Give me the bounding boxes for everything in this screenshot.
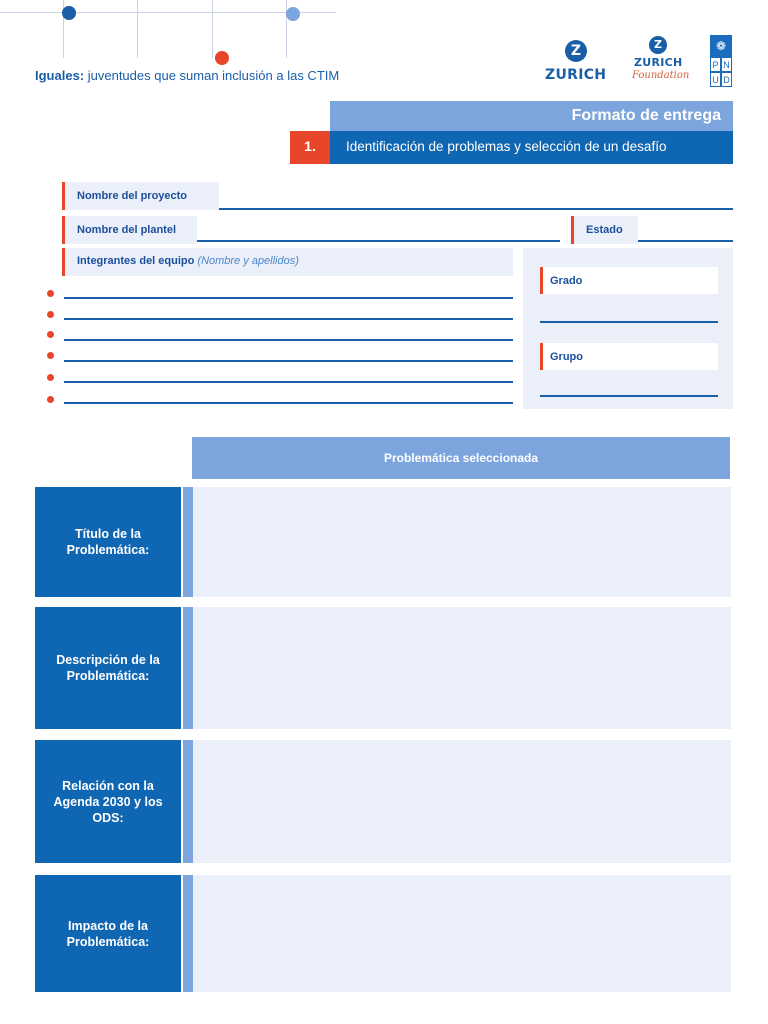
un-emblem-icon: ❁ bbox=[710, 35, 732, 57]
undp-letter: P bbox=[710, 57, 721, 72]
bullet bbox=[47, 331, 54, 338]
tagline-bold: Iguales: bbox=[35, 68, 85, 83]
deco-dot bbox=[62, 6, 76, 20]
project-name-field[interactable] bbox=[219, 208, 733, 210]
grade-label: Grado bbox=[540, 267, 718, 294]
project-name-label: Nombre del proyecto bbox=[62, 182, 219, 210]
row-label-title: Título de la Problemática: bbox=[35, 487, 181, 597]
row-stripe bbox=[183, 875, 193, 992]
deco-dot bbox=[215, 51, 229, 65]
section-subtitle: Identificación de problemas y selección de un desafío bbox=[330, 131, 733, 164]
team-member-field[interactable] bbox=[64, 339, 513, 341]
undp-letter: N bbox=[721, 57, 732, 72]
title-input-cell[interactable] bbox=[193, 487, 731, 597]
tagline bbox=[35, 68, 339, 83]
team-member-field[interactable] bbox=[64, 360, 513, 362]
undp-letter: U bbox=[710, 72, 721, 87]
deco-dot bbox=[286, 7, 300, 21]
row-stripe bbox=[183, 607, 193, 729]
school-name-field[interactable] bbox=[197, 240, 560, 242]
bullet bbox=[47, 290, 54, 297]
zurich-logo-icon: Z bbox=[565, 40, 587, 62]
zurich-foundation-text: ZURICH bbox=[634, 56, 683, 69]
grade-field[interactable] bbox=[540, 321, 718, 323]
row-label-description: Descripción de la Problemática: bbox=[35, 607, 181, 729]
undp-logo bbox=[710, 35, 732, 87]
table-header: Problemática seleccionada bbox=[192, 437, 730, 479]
section-number: 1. bbox=[290, 131, 330, 164]
team-label bbox=[62, 248, 513, 276]
team-member-field[interactable] bbox=[64, 402, 513, 404]
row-label-impact: Impacto de la Problemática: bbox=[35, 875, 181, 992]
row-stripe bbox=[183, 487, 193, 597]
bullet bbox=[47, 396, 54, 403]
team-member-field[interactable] bbox=[64, 381, 513, 383]
bullet bbox=[47, 311, 54, 318]
group-label: Grupo bbox=[540, 343, 718, 370]
agenda-input-cell[interactable] bbox=[193, 740, 731, 863]
zurich-logo-text: ZURICH bbox=[545, 67, 607, 83]
row-label-agenda: Relación con la Agenda 2030 y los ODS: bbox=[35, 740, 181, 863]
group-field[interactable] bbox=[540, 395, 718, 397]
deco-line bbox=[212, 0, 213, 58]
undp-letter: D bbox=[721, 72, 732, 87]
team-label-text: Integrantes del equipo bbox=[77, 255, 195, 267]
zurich-foundation-subtext: Foundation bbox=[632, 70, 690, 81]
description-input-cell[interactable] bbox=[193, 607, 731, 729]
team-label-hint: (Nombre y apellidos) bbox=[197, 255, 299, 267]
bullet bbox=[47, 352, 54, 359]
school-name-label: Nombre del plantel bbox=[62, 216, 197, 244]
bullet bbox=[47, 374, 54, 381]
team-member-field[interactable] bbox=[64, 318, 513, 320]
tagline-text: juventudes que suman inclusión a las CTIM bbox=[84, 68, 340, 83]
zurich-foundation-logo-icon: Z bbox=[649, 36, 667, 54]
state-field[interactable] bbox=[638, 240, 733, 242]
deco-line bbox=[137, 0, 138, 58]
format-title: Formato de entrega bbox=[330, 101, 733, 131]
impact-input-cell[interactable] bbox=[193, 875, 731, 992]
row-stripe bbox=[183, 740, 193, 863]
state-label: Estado bbox=[571, 216, 638, 244]
team-member-field[interactable] bbox=[64, 297, 513, 299]
